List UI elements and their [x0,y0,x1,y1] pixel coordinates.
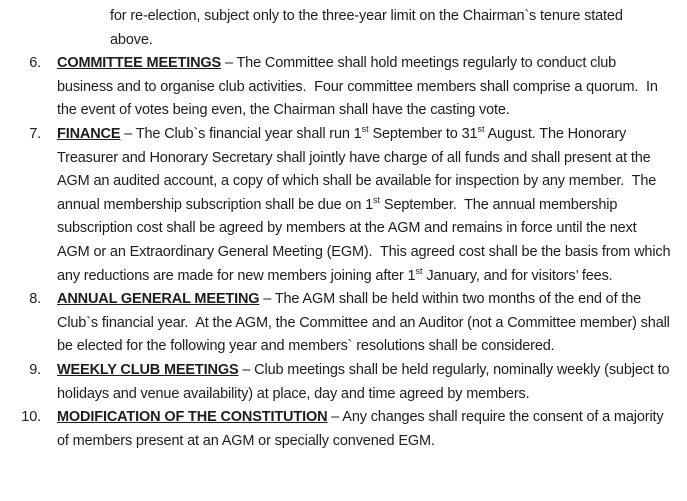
item-number: 6. [29,55,41,72]
item-text: – Any changes shall require the consent of a majority of members present at an AGM or specially convened EGM. [57,409,668,449]
intro-paragraph [110,5,687,52]
numbered-list [0,52,687,453]
item-text: – The Club`s financial year shall run 1st September to 31st August. The Honorary Treasurer and Honorary Secretary shall jointly have charge of all funds and shall present at the AGM an audited account, a copy of which shall be available for inspection by any member. The annual membership subscription shall be due on 1st September. The annual membership subscription cost shall be agreed by members at the AGM and remains in force until the next AGM or an Extraordinary General Meeting (EGM). This agreed cost shall be the basis from which any reductions are made for new members joining after 1st January, and for visitors’ fees. [57,124,675,284]
item-number: 7. [29,125,41,142]
list-item-8 [0,288,687,359]
item-text: – Club meetings shall be held regularly, nominally weekly (subject to holidays and venue availability) at place, day and time agreed by members. [57,361,674,402]
item-heading: FINANCE [57,125,121,142]
item-heading: ANNUAL GENERAL MEETING [57,291,260,308]
list-item-6 [0,52,687,123]
intro-line-1: for re-election, subject only to the three-year limit on the Chairman`s tenure stated [110,8,623,24]
list-item-9 [0,359,687,406]
item-heading: MODIFICATION OF THE CONSTITUTION [57,409,328,426]
item-body [57,52,671,123]
item-body [57,359,674,406]
item-body [57,406,671,453]
item-number: 9. [29,361,41,378]
list-item-10 [0,406,687,453]
item-heading: COMMITTEE MEETINGS [57,55,222,72]
item-number: 8. [29,291,41,308]
item-heading: WEEKLY CLUB MEETINGS [57,361,239,378]
item-text: – The AGM shall be held within two months of the end of the Club`s financial year. At the AGM, the Committee and an Auditor (not a Committee member) shall be elected for the following year and members` resolutions shall be considered. [57,291,674,355]
list-item-7 [0,123,687,288]
item-body [57,288,674,359]
item-number: 10. [21,409,41,426]
item-body [57,123,675,288]
item-text: – The Committee shall hold meetings regularly to conduct club business and to organise club activities. Four committee members shall comprise a quorum. In the event of votes being even, the Chairman shall have the casting vote. [57,55,662,119]
intro-line-2: above. [110,31,153,48]
